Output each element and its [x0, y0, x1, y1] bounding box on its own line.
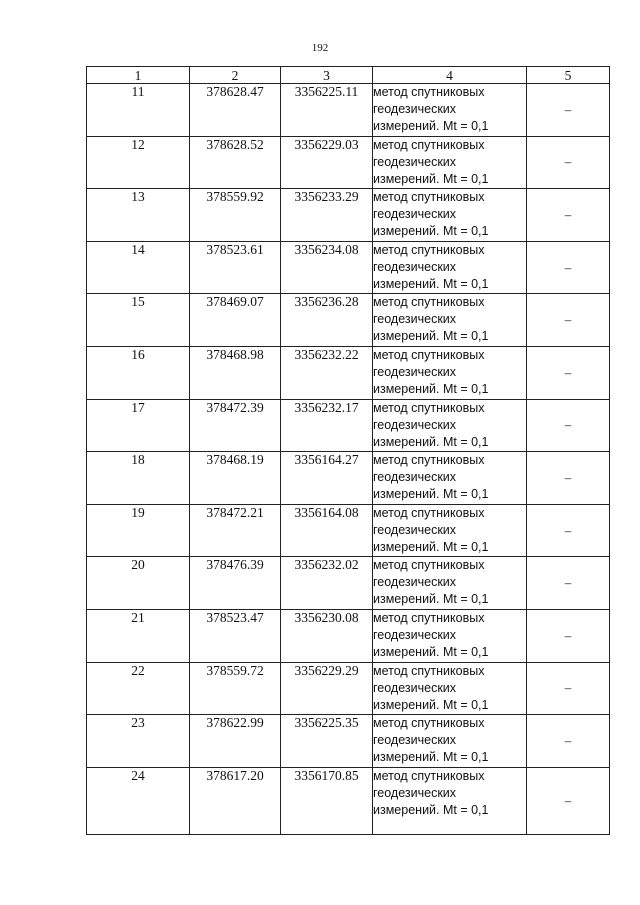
point-number: 14 [87, 241, 190, 294]
coordinate-x: 378468.19 [190, 452, 281, 505]
method-line-2: геодезических [373, 733, 457, 748]
method-line-1: метод спутниковых [373, 347, 485, 362]
coordinate-y: 3356229.03 [281, 136, 373, 189]
method-description [373, 767, 527, 834]
coordinate-y: 3356233.29 [281, 189, 373, 242]
method-line-1: метод спутниковых [373, 190, 485, 205]
coordinate-x: 378622.99 [190, 715, 281, 768]
coordinate-x: 378559.92 [190, 189, 281, 242]
method-line-1: метод спутниковых [373, 716, 485, 731]
method-line-1: метод спутниковых [373, 295, 485, 310]
point-number: 23 [87, 715, 190, 768]
table-row [87, 504, 610, 557]
method-description [373, 136, 527, 189]
column-5-value: – [527, 767, 610, 834]
table-header-row [87, 67, 610, 84]
table-row [87, 557, 610, 610]
point-number: 17 [87, 399, 190, 452]
point-number: 13 [87, 189, 190, 242]
point-number: 16 [87, 346, 190, 399]
method-line-3: измерений. Mt = 0,1 [373, 171, 489, 186]
coordinate-y: 3356236.28 [281, 294, 373, 347]
method-line-1: метод спутниковых [373, 558, 485, 573]
column-5-value: – [527, 715, 610, 768]
coordinate-y: 3356170.85 [281, 767, 373, 834]
method-line-2: геодезических [373, 575, 457, 590]
coordinate-y: 3356232.17 [281, 399, 373, 452]
method-description [373, 452, 527, 505]
method-line-2: геодезических [373, 785, 457, 800]
method-line-3: измерений. Mt = 0,1 [373, 434, 489, 449]
column-5-value: – [527, 294, 610, 347]
method-line-3: измерений. Mt = 0,1 [373, 487, 489, 502]
method-description [373, 84, 527, 137]
method-line-1: метод спутниковых [373, 663, 485, 678]
table-row [87, 767, 610, 834]
point-number: 12 [87, 136, 190, 189]
method-line-1: метод спутниковых [373, 137, 485, 152]
coordinate-y: 3356229.29 [281, 662, 373, 715]
method-description [373, 609, 527, 662]
method-line-3: измерений. Mt = 0,1 [373, 329, 489, 344]
point-number: 20 [87, 557, 190, 610]
column-5-value: – [527, 557, 610, 610]
method-line-1: метод спутниковых [373, 610, 485, 625]
coordinate-x: 378523.47 [190, 609, 281, 662]
method-description [373, 557, 527, 610]
method-line-2: геодезических [373, 627, 457, 642]
coordinate-y: 3356230.08 [281, 609, 373, 662]
coordinate-y: 3356232.02 [281, 557, 373, 610]
column-5-value: – [527, 662, 610, 715]
method-line-3: измерений. Mt = 0,1 [373, 276, 489, 291]
method-line-3: измерений. Mt = 0,1 [373, 119, 489, 133]
column-5-value: – [527, 399, 610, 452]
method-line-3: измерений. Mt = 0,1 [373, 697, 489, 712]
column-5-value: – [527, 609, 610, 662]
column-header-1: 1 [87, 67, 190, 84]
coordinate-y: 3356225.35 [281, 715, 373, 768]
table-row [87, 346, 610, 399]
coordinate-x: 378468.98 [190, 346, 281, 399]
method-description [373, 189, 527, 242]
coordinate-x: 378559.72 [190, 662, 281, 715]
coordinate-y: 3356164.08 [281, 504, 373, 557]
table-row [87, 84, 610, 137]
table-row [87, 241, 610, 294]
column-header-2: 2 [190, 67, 281, 84]
method-line-1: метод спутниковых [373, 242, 485, 257]
method-line-1: метод спутниковых [373, 768, 485, 783]
coordinate-x: 378628.47 [190, 84, 281, 137]
point-number: 24 [87, 767, 190, 834]
column-5-value: – [527, 84, 610, 137]
column-5-value: – [527, 504, 610, 557]
method-line-2: геодезических [373, 207, 457, 222]
method-line-2: геодезических [373, 154, 457, 169]
method-line-2: геодезических [373, 102, 457, 116]
method-line-2: геодезических [373, 259, 457, 274]
table-row [87, 136, 610, 189]
method-line-3: измерений. Mt = 0,1 [373, 381, 489, 396]
method-line-3: измерений. Mt = 0,1 [373, 644, 489, 659]
table-row [87, 715, 610, 768]
coordinate-y: 3356234.08 [281, 241, 373, 294]
coordinate-x: 378476.39 [190, 557, 281, 610]
method-description [373, 346, 527, 399]
method-line-3: измерений. Mt = 0,1 [373, 224, 489, 239]
column-5-value: – [527, 346, 610, 399]
table-row [87, 294, 610, 347]
method-line-3: измерений. Mt = 0,1 [373, 592, 489, 607]
column-5-value: – [527, 189, 610, 242]
point-number: 11 [87, 84, 190, 137]
point-number: 19 [87, 504, 190, 557]
column-5-value: – [527, 452, 610, 505]
coordinate-x: 378628.52 [190, 136, 281, 189]
coordinates-table [86, 66, 610, 835]
method-line-2: геодезических [373, 522, 457, 537]
coordinate-x: 378472.39 [190, 399, 281, 452]
table-row [87, 189, 610, 242]
point-number: 21 [87, 609, 190, 662]
column-5-value: – [527, 136, 610, 189]
coordinate-x: 378523.61 [190, 241, 281, 294]
point-number: 22 [87, 662, 190, 715]
method-line-3: измерений. Mt = 0,1 [373, 802, 489, 817]
method-description [373, 241, 527, 294]
method-line-1: метод спутниковых [373, 85, 485, 99]
method-line-2: геодезических [373, 364, 457, 379]
method-line-2: геодезических [373, 680, 457, 695]
column-5-value: – [527, 241, 610, 294]
coordinate-x: 378472.21 [190, 504, 281, 557]
column-header-4: 4 [373, 67, 527, 84]
coordinate-y: 3356164.27 [281, 452, 373, 505]
table-row [87, 609, 610, 662]
table-row [87, 662, 610, 715]
point-number: 15 [87, 294, 190, 347]
coordinate-y: 3356232.22 [281, 346, 373, 399]
method-line-3: измерений. Mt = 0,1 [373, 539, 489, 554]
method-description [373, 399, 527, 452]
page-number: 192 [311, 42, 329, 54]
method-description [373, 715, 527, 768]
table-row [87, 452, 610, 505]
method-line-2: геодезических [373, 417, 457, 432]
method-line-2: геодезических [373, 470, 457, 485]
coordinate-x: 378469.07 [190, 294, 281, 347]
column-header-3: 3 [281, 67, 373, 84]
coordinate-y: 3356225.11 [281, 84, 373, 137]
table-row [87, 399, 610, 452]
method-description [373, 662, 527, 715]
method-description [373, 294, 527, 347]
method-line-3: измерений. Mt = 0,1 [373, 750, 489, 765]
point-number: 18 [87, 452, 190, 505]
method-description [373, 504, 527, 557]
coordinate-x: 378617.20 [190, 767, 281, 834]
method-line-2: геодезических [373, 312, 457, 327]
method-line-1: метод спутниковых [373, 505, 485, 520]
method-line-1: метод спутниковых [373, 400, 485, 415]
column-header-5: 5 [527, 67, 610, 84]
method-line-1: метод спутниковых [373, 453, 485, 468]
